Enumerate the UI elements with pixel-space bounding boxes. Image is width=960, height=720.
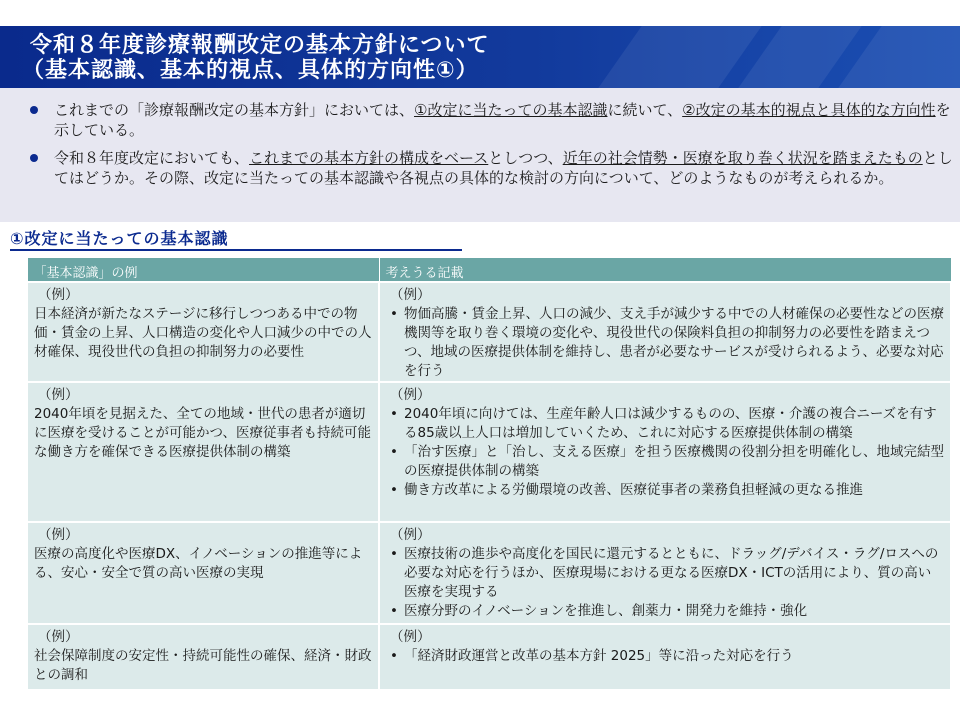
intro-underlined-text: これまでの基本方針の構成をベース	[249, 149, 489, 167]
page-title-line-2: （基本認識、基本的視点、具体的方向性①）	[22, 58, 479, 83]
recognition-text: 2040年頃を見据えた、全ての地域・世代の患者が適切に医療を受けることが可能かつ、医療従事者も持続可能な働き方を確保できる医療提供体制の構築	[34, 406, 371, 460]
description-cell	[379, 282, 951, 382]
section-title: ①改定に当たっての基本認識	[10, 229, 229, 248]
description-item: • 2040年頃に向けては、生産年齢人口は減少するものの、医療・介護の複合ニーズを有する85歳以上人口は増加していくため、これに対応する医療提供体制の構築	[390, 406, 937, 441]
recognition-text: 日本経済が新たなステージに移行しつつある中での物価・賃金の上昇、人口構造の変化や人口減少の中での人材確保、現役世代の負担の抑制努力の必要性	[34, 306, 372, 360]
bullet-dot-icon	[30, 154, 38, 162]
intro-panel	[0, 88, 960, 222]
intro-text: としつつ、	[488, 149, 563, 167]
intro-text: としてはどうか。その際、改定に当たっての基本認識や各視点の具体的な検討の方向について、どのようなものが考えられるか。	[54, 149, 953, 187]
page-title-line-1: 令和８年度診療報酬改定の基本方針について	[30, 33, 490, 58]
recognition-cell	[27, 382, 379, 522]
table-row	[27, 382, 951, 522]
intro-text: 令和８年度改定においても、	[54, 149, 250, 167]
column-header-recognition: 「基本認識」の例	[27, 258, 379, 283]
intro-text: に続いて、	[607, 101, 683, 119]
example-label: （例）	[390, 387, 431, 403]
description-item: • 「治す医療」と「治し、支える医療」を担う医療機関の役割分担を明確化し、地域完結型の医療提供体制の構築	[390, 444, 944, 479]
section-underline	[10, 249, 462, 251]
title-banner	[0, 26, 960, 88]
intro-underlined-text: 近年の社会情勢・医療を取り巻く状況を踏まえたもの	[562, 149, 923, 167]
description-item: • 物価高騰・賃金上昇、人口の減少、支え手が減少する中での人材確保の必要性などの医療機関等を取り巻く環境の変化や、現役世代の保険料負担の抑制努力の必要性を踏まえつつ、地域の医療提供体制を維持し、患者が必要なサービスが受けられるよう、必要な対応を行う	[390, 306, 944, 379]
intro-text: を示している。	[54, 101, 951, 139]
recognition-cell	[27, 522, 379, 624]
example-label: （例）	[38, 287, 79, 303]
description-cell	[379, 522, 951, 624]
example-label: （例）	[38, 387, 79, 403]
table-row	[27, 522, 951, 624]
description-item: • 働き方改革による労働環境の改善、医療従事者の業務負担軽減の更なる推進	[390, 482, 863, 498]
basic-recognition-table	[26, 257, 952, 691]
recognition-text: 医療の高度化や医療DX、イノベーションの推進等による、安心・安全で質の高い医療の実現	[34, 546, 363, 581]
description-item: • 医療技術の進歩や高度化を国民に還元するとともに、ドラッグ/デバイス・ラグ/ロスへの必要な対応を行うほか、医療現場における更なる医療DX・ICTの活用により、質の高い医療を実現する	[390, 546, 939, 600]
description-item: • 医療分野のイノベーションを推進し、創薬力・開発力を維持・強化	[390, 603, 808, 619]
table-row	[27, 624, 951, 690]
intro-underlined-text: ②改定の基本的視点と具体的な方向性	[682, 101, 936, 119]
example-label: （例）	[390, 629, 431, 645]
description-cell	[379, 624, 951, 690]
recognition-cell	[27, 282, 379, 382]
example-label: （例）	[390, 527, 431, 543]
description-item: • 「経済財政運営と改革の基本方針 2025」等に沿った対応を行う	[390, 648, 794, 664]
intro-underlined-text: ①改定に当たっての基本認識	[414, 101, 608, 119]
description-cell	[379, 382, 951, 522]
intro-text: これまでの「診療報酬改定の基本方針」においては、	[54, 101, 415, 119]
example-label: （例）	[38, 629, 79, 645]
example-label: （例）	[38, 527, 79, 543]
recognition-text: 社会保障制度の安定性・持続可能性の確保、経済・財政との調和	[34, 648, 372, 683]
column-header-description: 考えうる記載	[379, 258, 951, 283]
table-header-row	[27, 258, 951, 283]
recognition-cell	[27, 624, 379, 690]
table-row	[27, 282, 951, 382]
example-label: （例）	[390, 287, 431, 303]
bullet-dot-icon	[30, 106, 38, 114]
